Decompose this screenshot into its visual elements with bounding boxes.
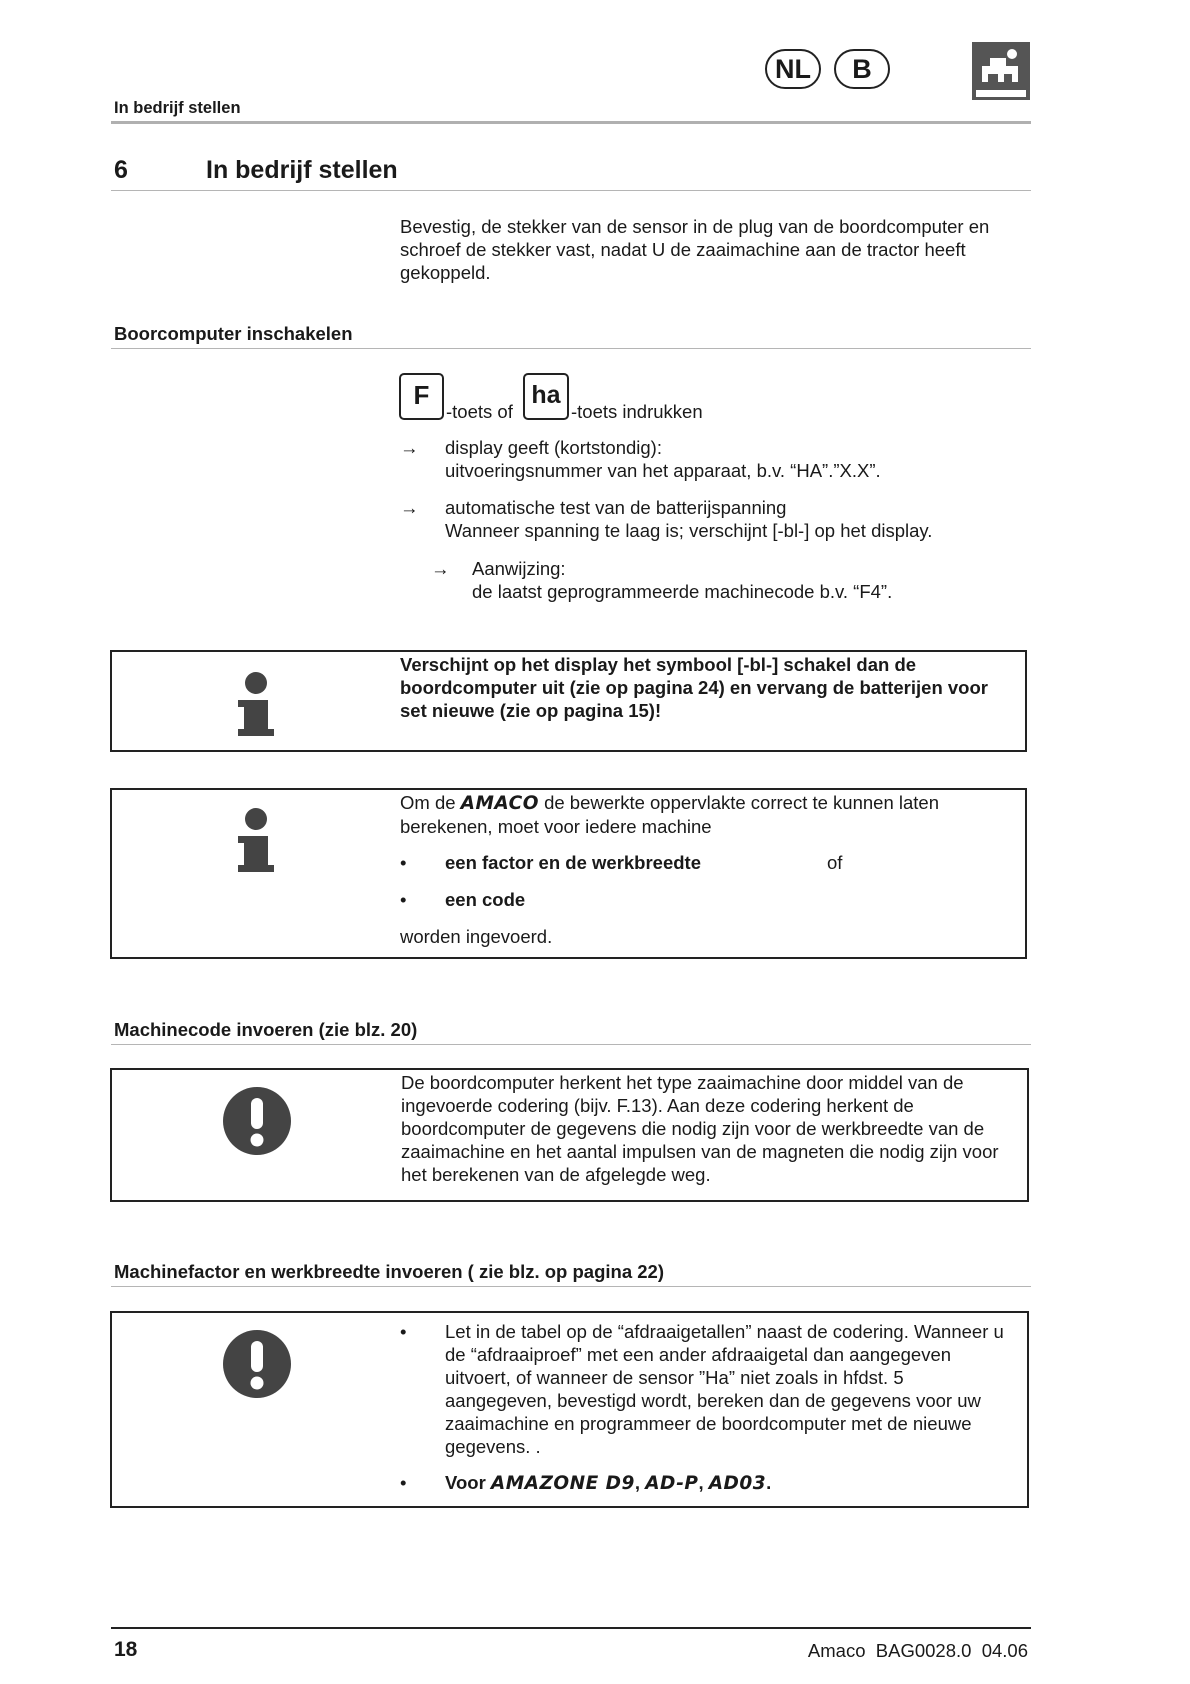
bullet-icon: •	[400, 889, 407, 910]
info-box-battery	[110, 650, 1027, 752]
machine-models	[445, 1471, 771, 1495]
model-d9: AMAZONE D9	[490, 1473, 635, 1494]
amaco-closing: worden ingevoerd.	[400, 926, 553, 947]
header-divider	[111, 121, 1031, 124]
option-code: een code	[445, 889, 526, 910]
amazone-logo	[972, 42, 1030, 100]
footer-divider	[111, 1627, 1031, 1629]
switch-on-divider	[111, 348, 1031, 349]
language-flag-nl: NL	[765, 49, 821, 89]
result2-line2: Wanneer spanning te laag is; verschijnt [-bl-] op het display.	[445, 520, 933, 541]
option-factor-width: een factor en de werkbreedte	[445, 852, 702, 873]
section-title-divider	[111, 190, 1031, 191]
bullet-icon: •	[400, 852, 407, 873]
note-line1: Aanwijzing:	[472, 558, 566, 579]
page-number: 18	[114, 1638, 138, 1661]
arrow-icon: →	[400, 437, 419, 458]
bullet-icon: •	[400, 1472, 407, 1493]
models-sep2: ,	[698, 1472, 709, 1493]
running-title: In bedrijf stellen	[114, 99, 241, 117]
amaco-text-pre: Om de	[400, 792, 461, 813]
machinecode-heading: Machinecode invoeren (zie blz. 20)	[114, 1019, 418, 1040]
info-box-amaco	[110, 788, 1027, 959]
section-number: 6	[114, 156, 128, 184]
language-flag-b: B	[834, 49, 890, 89]
result2-line1: automatische test van de batterijspanning	[445, 497, 787, 518]
f-key-icon: F	[399, 373, 444, 420]
keys-text-1: -toets of	[446, 401, 513, 422]
bullet-icon: •	[400, 1321, 407, 1342]
note-line2: de laatst geprogrammeerde machinecode b.v. “F4”.	[472, 581, 893, 602]
models-sep1: ,	[634, 1472, 646, 1493]
document-reference: Amaco BAG0028.0 04.06	[807, 1640, 1028, 1661]
battery-warning-text: Verschijnt op het display het symbool [-bl-] schakel dan de boordcomputer uit (zie op pagina 24) en vervang de batterijen voor set nieuwe (zie op pagina 15)!	[400, 654, 988, 721]
intro-paragraph: Bevestig, de stekker van de sensor in de plug van de boordcomputer en schroef de stekker vast, nadat U de zaaimachine aan de tractor heeft gekoppeld.	[400, 216, 990, 283]
tractor-logo-icon	[972, 42, 1030, 100]
machinecode-text: De boordcomputer herkent het type zaaimachine door middel van de ingevoerde codering (bijv. F.13). Aan deze codering herkent de boordcomputer de gegevens die nodig zijn voor de werkbreedte van de zaaimachine en het aantal impulsen van de magneten die nodig zijn voor het berekenen van de afgelegde weg.	[401, 1072, 999, 1185]
keys-text-2: -toets indrukken	[571, 401, 703, 422]
amaco-brand: AMACO	[460, 793, 539, 814]
result1-line1: display geeft (kortstondig):	[445, 437, 662, 458]
arrow-icon: →	[400, 497, 419, 518]
models-end: .	[766, 1472, 772, 1493]
models-prefix: Voor	[445, 1472, 491, 1493]
machinefactor-divider	[111, 1286, 1031, 1287]
machinefactor-instructions: Let in de tabel op de “afdraaigetallen” naast de codering. Wanneer u de “afdraaiproef” met een ander afdraaigetal dan aangegeven uitvoert, of wanneer de sensor ”Ha” niet zoals in hfdst. 5 aangegeven, bevestigd wordt, bereken dan de gegevens voor uw zaaimachine en programmeer de boordcomputer met de nieuwe gegevens. .	[445, 1321, 1004, 1457]
switch-on-heading: Boorcomputer inschakelen	[114, 323, 353, 344]
amaco-paragraph	[400, 791, 1018, 838]
machinefactor-heading: Machinefactor en werkbreedte invoeren ( zie blz. op pagina 22)	[114, 1261, 664, 1282]
model-ad03: AD03	[708, 1473, 767, 1494]
info-icon	[236, 672, 276, 738]
section-title: In bedrijf stellen	[206, 156, 398, 184]
warning-box-machinecode	[110, 1068, 1029, 1202]
info-icon	[236, 808, 276, 874]
exclamation-icon	[222, 1086, 292, 1156]
exclamation-icon	[222, 1329, 292, 1399]
arrow-icon: →	[431, 558, 450, 579]
option-or: of	[827, 852, 843, 873]
result1-line2: uitvoeringsnummer van het apparaat, b.v. “HA”.”X.X”.	[445, 460, 881, 481]
ha-key-icon: ha	[523, 373, 569, 420]
machinecode-divider	[111, 1044, 1031, 1045]
amaco-text-post: de bewerkte oppervlakte correct te kunnen laten berekenen, moet voor iedere machine	[400, 792, 939, 837]
warning-box-machinefactor	[110, 1311, 1029, 1508]
model-adp: AD-P	[645, 1473, 699, 1494]
